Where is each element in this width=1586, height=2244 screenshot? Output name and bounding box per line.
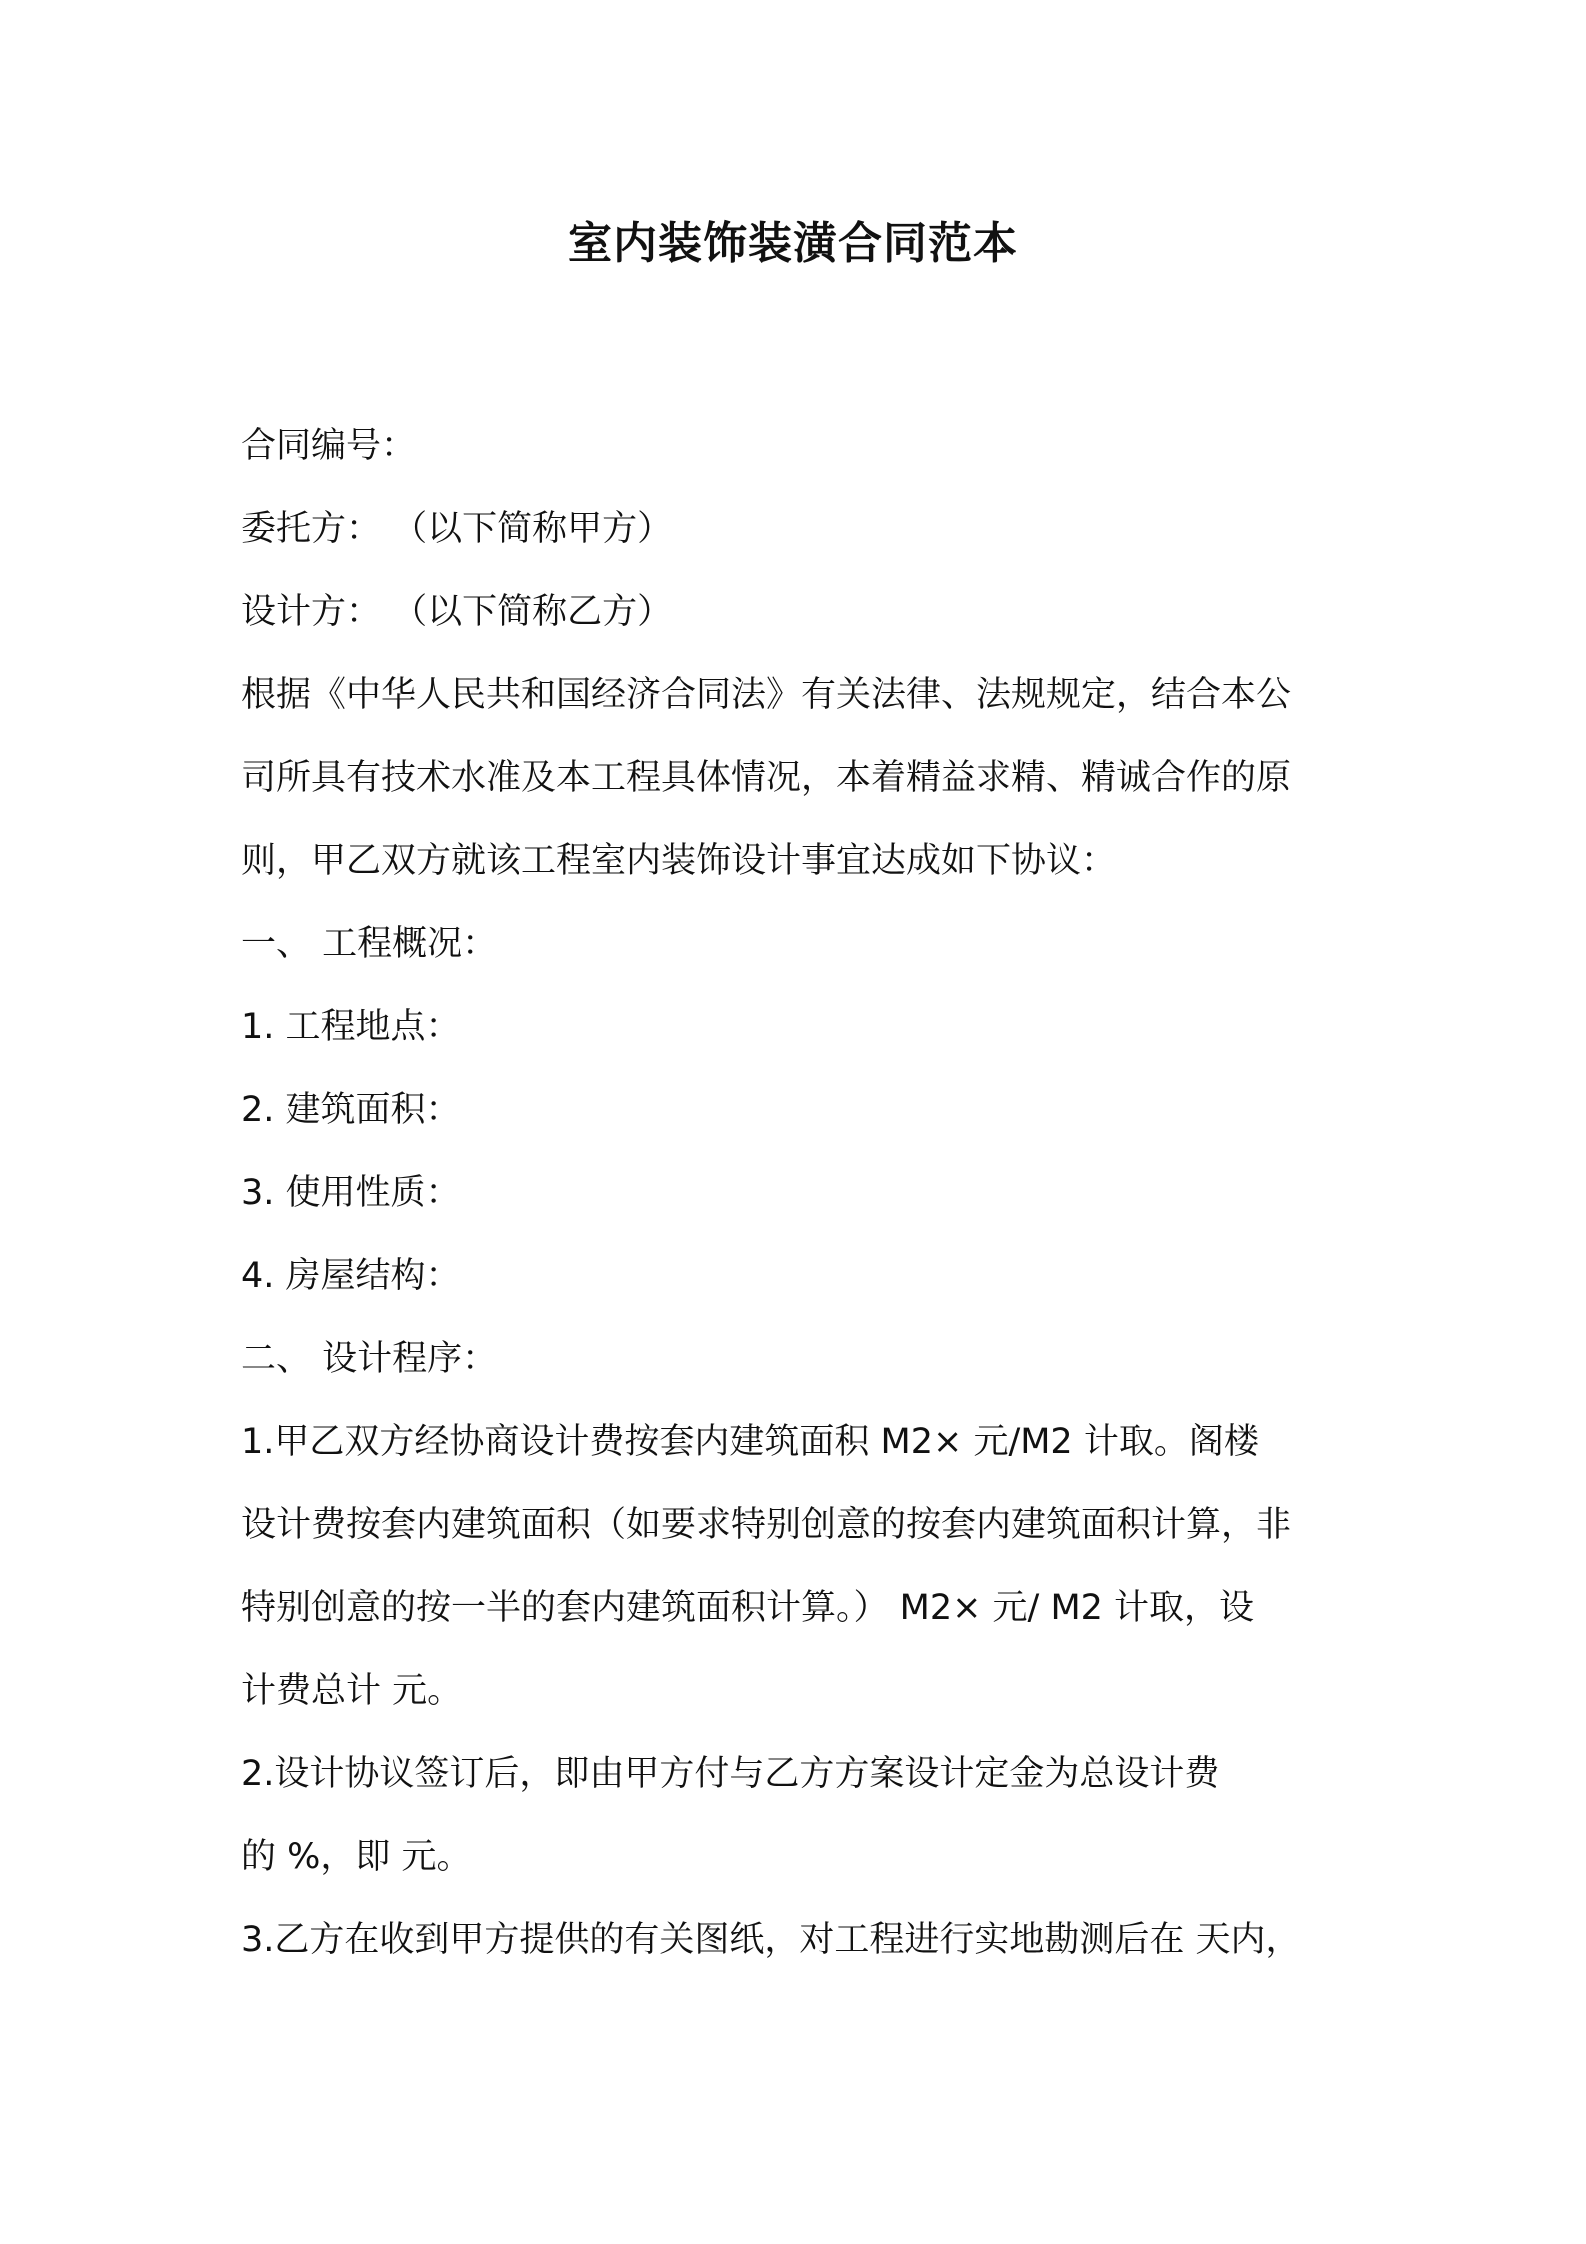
clause-2-line-2: 的 %，即 元。 bbox=[241, 1837, 472, 1877]
item-building-structure: 4. 房屋结构： bbox=[241, 1256, 461, 1296]
item-usage-type: 3. 使用性质： bbox=[241, 1173, 461, 1213]
document-body bbox=[241, 405, 1371, 1982]
designer-party-line: 设计方： （以下简称乙方） bbox=[241, 592, 673, 632]
clause-2-line-1: 2.设计协议签订后，即由甲方付与乙方方案设计定金为总设计费 bbox=[241, 1754, 1220, 1794]
preamble-line-2: 司所具有技术水准及本工程具体情况，本着精益求精、精诚合作的原 bbox=[241, 758, 1292, 798]
preamble-line-3: 则，甲乙双方就该工程室内装饰设计事宜达成如下协议： bbox=[241, 841, 1117, 881]
item-building-area: 2. 建筑面积： bbox=[241, 1090, 461, 1130]
clause-1-line-4: 计费总计 元。 bbox=[241, 1671, 463, 1711]
section-heading-project-overview: 一、 工程概况： bbox=[241, 924, 498, 964]
contract-number-line: 合同编号： bbox=[241, 426, 417, 466]
item-project-location: 1. 工程地点： bbox=[241, 1007, 461, 1047]
client-party-line: 委托方： （以下简称甲方） bbox=[241, 509, 673, 549]
preamble-line-1: 根据《中华人民共和国经济合同法》有关法律、法规规定，结合本公 bbox=[241, 675, 1292, 715]
clause-1-line-3: 特别创意的按一半的套内建筑面积计算。） M2× 元/ M2 计取，设 bbox=[241, 1588, 1255, 1628]
clause-1-line-1: 1.甲乙双方经协商设计费按套内建筑面积 M2× 元/M2 计取。阁楼 bbox=[241, 1422, 1259, 1462]
document-title: 室内装饰装潢合同范本 bbox=[568, 218, 1018, 269]
section-heading-design-procedure: 二、 设计程序： bbox=[241, 1339, 498, 1379]
clause-1-line-2: 设计费按套内建筑面积（如要求特别创意的按套内建筑面积计算，非 bbox=[241, 1505, 1292, 1545]
clause-3-line-1: 3.乙方在收到甲方提供的有关图纸，对工程进行实地勘测后在 天内， bbox=[241, 1920, 1301, 1960]
